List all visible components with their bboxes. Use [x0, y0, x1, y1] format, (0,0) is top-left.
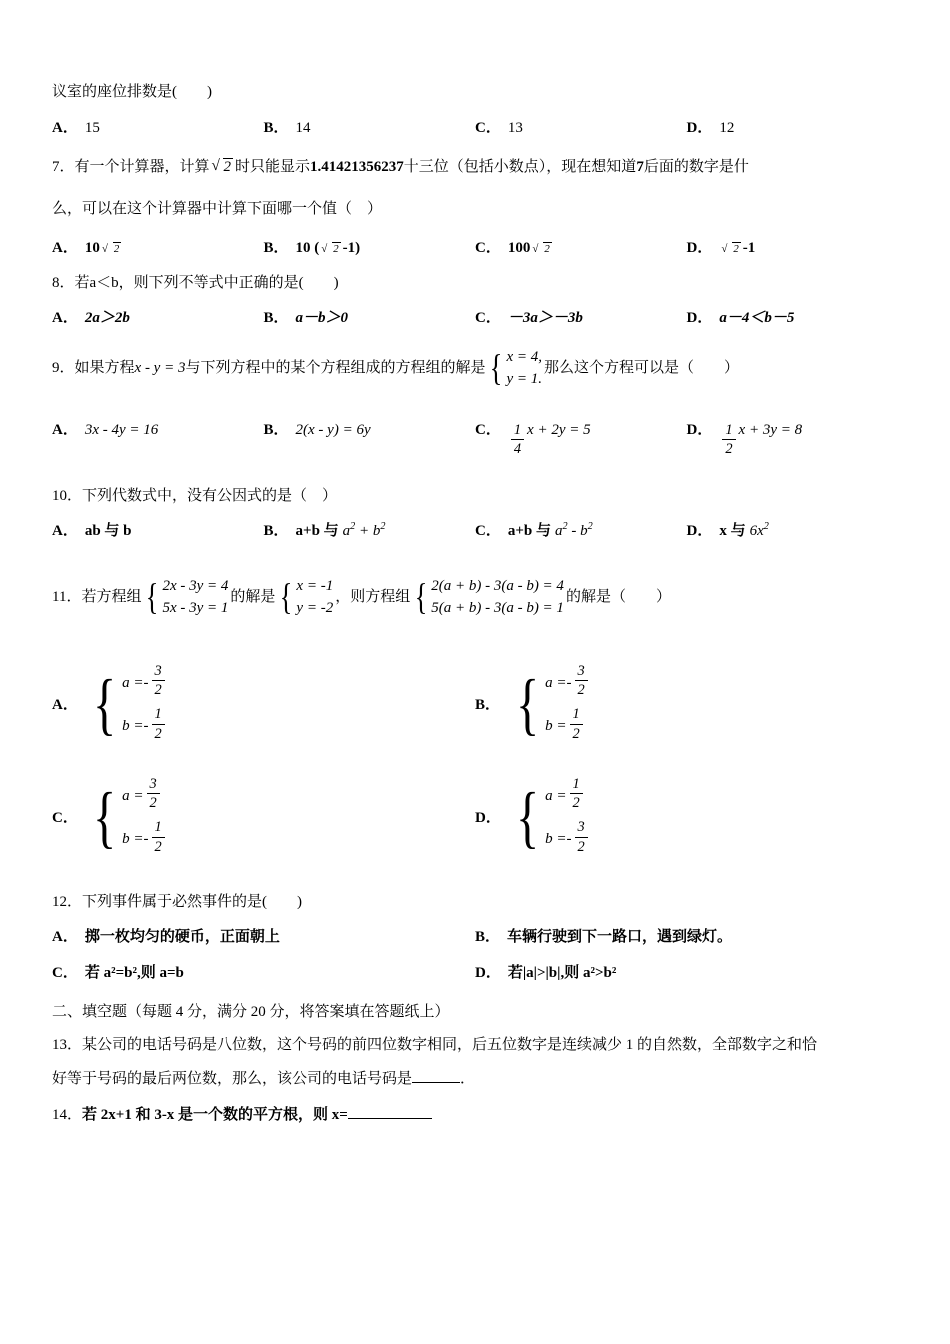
option-b[interactable] [264, 113, 476, 143]
sys-row: a = $\frac{3}{2}$ [122, 775, 168, 819]
option-a-label: A． [52, 929, 78, 946]
option-b-label: B． [263, 523, 289, 540]
option-a-label: A． [52, 523, 78, 540]
option-c-math: $a^2 - b^2$ [554, 521, 593, 540]
option-c-text: －3a＞－3b [507, 310, 583, 326]
question-8 [52, 269, 898, 334]
fraction: $\frac{1}{2}$ [722, 422, 735, 458]
question-14 [52, 1100, 898, 1130]
sqrt-2-inline: √ 2 [212, 149, 234, 185]
option-a-label: A． [52, 239, 78, 256]
q7-stem-line2: 么，可以在这个计算器中计算下面哪一个值（ ） [52, 200, 383, 217]
option-a[interactable] [52, 415, 264, 458]
sys-row: a =- $\frac{3}{2}$ [545, 662, 591, 706]
q10-options [52, 516, 898, 546]
option-d-label: D． [686, 239, 713, 256]
option-d-extra: -1 [742, 239, 756, 256]
option-b-label: B． [475, 929, 501, 946]
option-d[interactable] [687, 233, 899, 263]
question-6-tail [52, 78, 898, 143]
option-c-base: 100 [507, 239, 531, 256]
q6-options [52, 113, 898, 143]
answer-system: { a =- $\frac{3}{2}$ b =- $\frac{1}{2}$ [88, 662, 168, 749]
option-d[interactable] [475, 775, 898, 862]
equation-system-1: { 2x - 3y = 4 5x - 3y = 1 [146, 577, 229, 619]
option-c-label: C． [475, 421, 501, 438]
option-b-text: 14 [295, 119, 311, 136]
q9-text-c: 那么这个方程可以是（ ） [544, 360, 740, 377]
sys-row: x = -1 [296, 578, 334, 595]
option-d-label: D． [686, 119, 713, 136]
sys-row: 5(a + b) - 3(a - b) = 1 [431, 599, 564, 616]
option-b-label: B． [263, 239, 289, 256]
answer-system: { a = $\frac{3}{2}$ b =- $\frac{1}{2}$ [88, 775, 168, 862]
option-b-text: 车辆行驶到下一路口，遇到绿灯。 [507, 929, 733, 946]
sqrt-exponent: √ 2 [530, 239, 553, 261]
q7-text-c: 十三位（包括小数点），现在想知道 [403, 158, 637, 175]
q13-period: ． [460, 1070, 476, 1087]
option-a-text: 掷一枚均匀的硬币，正面朝上 [84, 929, 280, 946]
option-c[interactable] [475, 113, 687, 143]
q9-options [52, 415, 898, 458]
question-11 [52, 576, 898, 862]
option-b-label: B． [263, 310, 289, 326]
option-b[interactable] [264, 415, 476, 458]
sys-row: b =- $\frac{1}{2}$ [122, 705, 168, 749]
q11-options-row-2 [52, 775, 898, 862]
option-a[interactable] [52, 516, 264, 546]
sys-row: a =- $\frac{3}{2}$ [122, 662, 168, 706]
q11-text-b: 的解是 [230, 589, 276, 606]
option-b-label: B． [263, 119, 289, 136]
option-c-label: C． [475, 523, 501, 540]
question-7 [52, 149, 898, 263]
q8-stem [52, 269, 898, 298]
answer-blank[interactable] [348, 1103, 432, 1118]
option-c[interactable] [52, 958, 475, 988]
q10-stem [52, 482, 898, 511]
option-d[interactable] [687, 113, 899, 143]
q11-text-c: ，则方程组 [335, 589, 411, 606]
equation-system: { x = 4, y = 1. [490, 347, 543, 389]
sqrt-exponent: √ 2 [719, 239, 742, 261]
q9-stem [52, 347, 898, 391]
q7-text-b: 时只能显示 [235, 158, 311, 175]
sys-row: a = $\frac{1}{2}$ [545, 775, 591, 819]
option-b-base: 10 [295, 239, 311, 256]
sys-row: x = 4, [506, 349, 543, 365]
option-a[interactable] [52, 922, 475, 952]
q7-stem [52, 149, 898, 185]
option-b-text: 2(x - y) = 6y [295, 421, 371, 438]
option-c-text: x + 2y = 5 [527, 421, 591, 438]
option-d-text: x + 3y = 8 [738, 421, 803, 438]
option-d-math: $6x^2$ [749, 521, 769, 540]
option-d-text: a－4＜b－5 [719, 310, 795, 326]
option-d[interactable] [687, 516, 899, 546]
q10-number: 10． [52, 487, 83, 504]
option-b[interactable] [475, 662, 898, 749]
sqrt-exponent: √ 2 [319, 239, 342, 261]
question-10 [52, 482, 898, 547]
q12-options-row-1 [52, 922, 898, 952]
q7-text-d: 后面的数字是什 [643, 158, 749, 175]
q7-text-a: 有一个计算器，计算 [74, 158, 210, 175]
sys-row: b =- $\frac{1}{2}$ [122, 818, 168, 862]
q12-options-row-2 [52, 958, 898, 988]
option-d[interactable] [687, 303, 899, 333]
q14-line [52, 1100, 898, 1130]
question-9 [52, 347, 898, 458]
fraction: $\frac{1}{4}$ [511, 422, 524, 458]
sqrt-exponent: √ 2 [100, 239, 123, 261]
q7-options [52, 233, 898, 263]
option-b-text: a+b 与 [295, 523, 339, 540]
option-c-text: 若 a²=b²,则 a=b [84, 965, 184, 982]
option-d-text: x 与 [719, 523, 746, 540]
option-c[interactable] [475, 233, 687, 263]
option-c-text: 13 [507, 119, 523, 136]
option-d-text: 若|a|>|b|,则 a²>b² [507, 965, 617, 982]
q11-text-a: 若方程组 [81, 589, 142, 606]
q13-text-1: 某公司的电话号码是八位数，这个号码的前四位数字相同，后五位数字是连续减少 1 的自然数，全部数字之和恰 [82, 1036, 818, 1053]
option-d[interactable] [687, 415, 899, 458]
q6-stem: 议室的座位排数是( ) [52, 84, 212, 100]
option-a-text: 2a＞2b [84, 310, 130, 326]
option-a[interactable] [52, 303, 264, 333]
option-b-text: a－b＞0 [295, 310, 349, 326]
sys-row: 2x - 3y = 4 [162, 578, 229, 595]
q14-text: 若 2x+1 和 3-x 是一个数的平方根，则 x= [82, 1106, 348, 1123]
answer-system: { a =- $\frac{3}{2}$ b = $\frac{1}{2}$ [511, 662, 591, 749]
option-a-label: A． [52, 421, 78, 438]
sys-row: y = 1. [506, 370, 543, 387]
q12-stem [52, 888, 898, 917]
section-2-title: 二、填空题（每题 4 分，满分 20 分，将答案填在答题纸上） [52, 1004, 450, 1021]
q12-number: 12． [52, 893, 83, 910]
q9-number: 9． [52, 360, 75, 377]
q11-stem [52, 576, 898, 620]
answer-blank[interactable] [412, 1067, 460, 1082]
option-a-text: ab 与 b [84, 523, 132, 540]
option-d-label: D． [475, 809, 501, 826]
question-12 [52, 888, 898, 989]
option-c-text: a+b 与 [507, 523, 551, 540]
option-d-label: D． [475, 965, 501, 982]
sys-row: b = $\frac{1}{2}$ [545, 705, 591, 749]
q8-number: 8． [52, 274, 75, 291]
option-c-label: C． [475, 119, 501, 136]
option-c[interactable] [475, 303, 687, 333]
q7-number: 7． [52, 158, 75, 175]
option-d-label: D． [686, 421, 713, 438]
q13-line1 [52, 1030, 898, 1060]
q13-line2 [52, 1064, 898, 1094]
option-c[interactable] [475, 415, 687, 458]
q14-number: 14． [52, 1106, 83, 1123]
q13-number: 13． [52, 1036, 83, 1053]
option-b[interactable] [475, 922, 898, 952]
q11-number: 11． [52, 589, 82, 606]
option-b-math: $a^2 + b^2$ [342, 521, 386, 540]
option-d-label: D． [686, 523, 713, 540]
q8-options [52, 303, 898, 333]
sys-row: 2(a + b) - 3(a - b) = 4 [431, 578, 564, 595]
option-a[interactable] [52, 233, 264, 263]
option-a-label: A． [52, 310, 78, 326]
q9-equation: x - y = 3 [134, 360, 186, 377]
option-c[interactable] [52, 775, 475, 862]
option-b[interactable]: B． 10 ( √ 2 -1) [264, 233, 476, 263]
option-a-text: 3x - 4y = 16 [84, 421, 159, 438]
option-b-label: B． [263, 421, 289, 438]
option-a-text: 15 [84, 119, 100, 136]
option-a[interactable] [52, 113, 264, 143]
option-b[interactable] [264, 516, 476, 546]
answer-system: { a = $\frac{1}{2}$ b =- $\frac{3}{2}$ [511, 775, 591, 862]
q7-digit: 7 [636, 158, 644, 175]
option-b[interactable] [264, 303, 476, 333]
option-c[interactable] [475, 516, 687, 546]
option-d-text: 12 [719, 119, 735, 136]
q10-text: 下列代数式中，没有公因式的是（ ） [82, 487, 338, 504]
q11-options-row-1 [52, 662, 898, 749]
q12-text: 下列事件属于必然事件的是( ) [82, 893, 303, 910]
q9-text-a: 如果方程 [74, 360, 135, 377]
sys-row: b =- $\frac{3}{2}$ [545, 818, 591, 862]
option-a-base: 10 [84, 239, 100, 256]
option-c-label: C． [475, 310, 501, 326]
option-d[interactable] [475, 958, 898, 988]
q11-text-d: 的解是（ ） [565, 589, 671, 606]
question-13 [52, 1030, 898, 1094]
sys-row: 5x - 3y = 1 [162, 599, 229, 616]
option-b-label: B． [475, 696, 501, 713]
q8-text: 若a＜b，则下列不等式中正确的是( ) [74, 274, 339, 291]
q7-value: 1.41421356237 [310, 158, 404, 175]
option-c-label: C． [52, 809, 78, 826]
q9-text-b: 与下列方程中的某个方程组成的方程组的解是 [185, 360, 486, 377]
option-c-label: C． [52, 965, 78, 982]
option-a[interactable] [52, 662, 475, 749]
sys-row: y = -2 [296, 599, 334, 616]
option-c-label: C． [475, 239, 501, 256]
q13-text-2: 好等于号码的最后两位数，那么，该公司的电话号码是 [52, 1070, 413, 1087]
option-d-label: D． [686, 310, 713, 326]
equation-system-3: { 2(a + b) - 3(a - b) = 4 5(a + b) - 3(a - b) = 1 [414, 577, 564, 619]
equation-system-2: { x = -1 y = -2 [280, 577, 334, 619]
option-a-label: A． [52, 696, 78, 713]
option-a-label: A． [52, 119, 78, 136]
